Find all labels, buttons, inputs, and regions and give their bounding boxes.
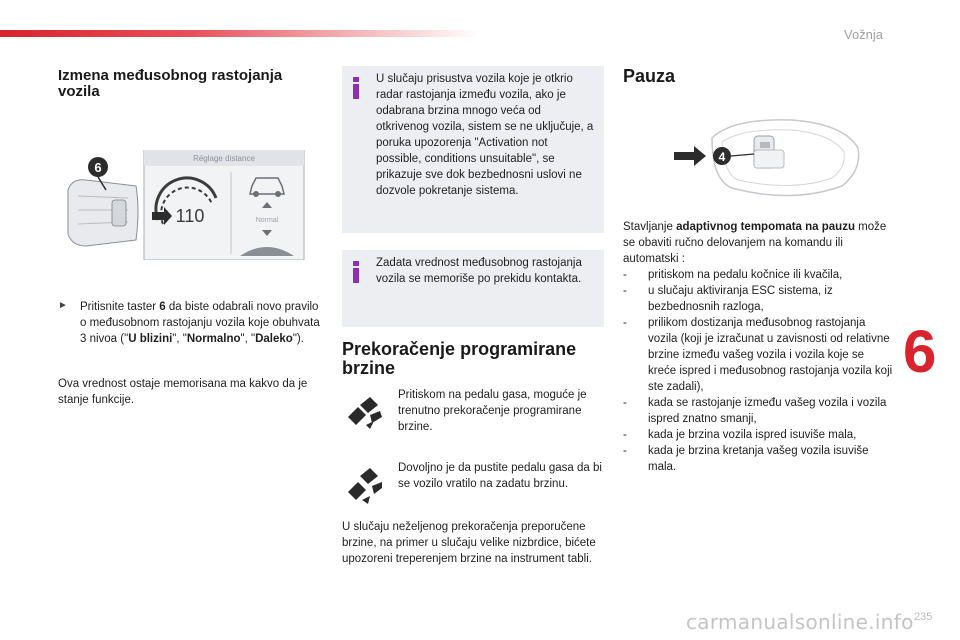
distance-instruction-text: Pritisnite taster 6 da biste odabrali novo pravilo o međusobnom rastojanju vozila koje obuhvata 3 nivoa ("U blizini", "Normalno", "Daleko").: [80, 301, 320, 345]
page-number: 235: [914, 611, 933, 623]
info-icon: [351, 77, 361, 99]
overspeed-note: U slučaju neželjenog prekoračenja preporučene brzine, na primer u slučaju velike nizbrdice, bićete upozoreni treperenjem brzine na instrument tabli.: [342, 521, 596, 565]
accelerator-release-text: Dovoljno je da pustite pedalu gasa da bi se vozilo vratilo na zadatu brzinu.: [398, 462, 602, 490]
distance-instruction: [58, 299, 320, 347]
arrow-marker-icon: ►: [58, 300, 68, 311]
pause-intro: Stavljanje adaptivnog tempomata na pauzu može se obaviti ručno delovanjem na komandu ili automatski :: [623, 221, 887, 265]
header-accent-bar: [0, 30, 480, 37]
distance-setting-illustration: [66, 150, 306, 260]
pause-description: [623, 219, 895, 475]
info-box-memory: [342, 250, 604, 327]
list-item: - prilikom dostizanja međusobnog rastojanja vozila (koji je izračunat u zavisnosti od relativne brzine između vašeg vozila i vozila koje se kreće ispred i međusobnog rastojanja vozila koji ste zadali),: [623, 317, 893, 393]
pause-heading: Pauza: [623, 66, 676, 86]
screen-title: Réglage distance: [193, 154, 255, 163]
left-heading: Izmena međusobnog rastojanja vozila: [58, 67, 283, 100]
accelerator-press-text: Pritiskom na pedalu gasa, moguće je trenutno prekoračenje programirane brzine.: [398, 389, 587, 433]
chapter-number: 6: [903, 318, 937, 385]
list-item: - kada se rastojanje između vašeg vozila i vozila ispred znatno smanji,: [623, 397, 887, 425]
info-box-radar-text: U slučaju prisustva vozila koje je otkrio radar rastojanja između vozila, ako je odabrana brzina mnogo veća od otkrivenog vozila, sistem se ne uključuje, a poruka upozorenja "Activation not possible, conditions unsuitable", se prikazuje sve dok bezbednosni uslovi ne dozvole pokretanje sistema.: [376, 73, 594, 197]
foot-press-pedal-icon: [344, 395, 384, 431]
list-item: - kada je brzina kretanja vašeg vozila isuviše mala.: [623, 445, 869, 473]
list-item: - kada je brzina vozila ispred isuviše mala,: [623, 429, 857, 441]
list-item: - u slučaju aktiviranja ESC sistema, iz bezbednosnih razloga,: [623, 285, 833, 313]
callout-6: 6: [94, 160, 102, 175]
memory-note: Ova vrednost ostaje memorisana ma kakvo da je stanje funkcije.: [58, 378, 308, 406]
foot-release-pedal-icon: [344, 468, 384, 504]
overspeed-heading: Prekoračenje programirane brzine: [342, 339, 577, 378]
accelerator-release-row: [342, 460, 604, 512]
pause-control-illustration: [672, 108, 862, 204]
pause-conditions-list: [623, 267, 895, 475]
accelerator-press-row: [342, 387, 604, 439]
callout-4: 4: [718, 150, 726, 164]
watermark: carmanualsonline.info: [686, 610, 914, 634]
list-item: - pritiskom na pedalu kočnice ili kvačila,: [623, 269, 843, 281]
section-label: Vožnja: [844, 27, 884, 42]
speed-value: 110: [175, 206, 205, 226]
info-box-memory-text: Zadata vrednost međusobnog rastojanja vozila se memoriše po prekidu kontakta.: [376, 257, 582, 285]
mode-label: Normal: [255, 217, 279, 224]
info-box-radar: [342, 66, 604, 233]
info-icon: [351, 261, 361, 283]
